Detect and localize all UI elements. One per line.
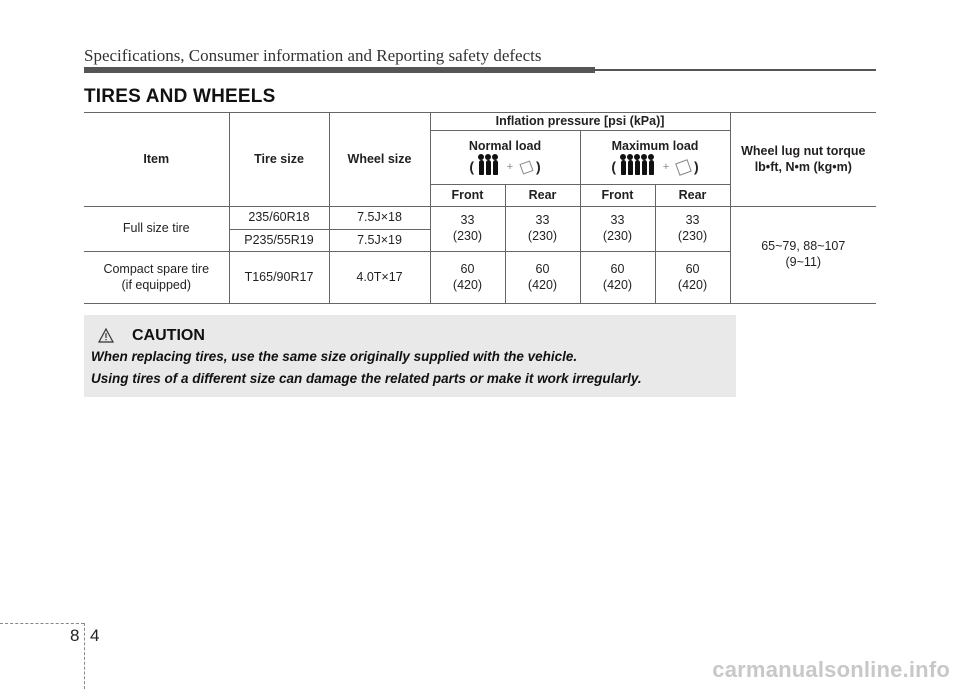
header-wheel-size: Wheel size [329,113,430,207]
normal-load-label: Normal load [468,138,542,153]
row-full-size-tire-a: 235/60R18 [229,207,329,230]
person-icon [621,160,626,175]
footer-rule-horizontal [0,623,84,624]
caution-line-1: When replacing tires, use the same size originally supplied with the vehicle. [91,349,578,364]
row-full-size-wheel-a: 7.5J×18 [329,207,430,230]
header-lug-torque-line1: Wheel lug nut torque [741,143,866,158]
header-max-front: Front [580,185,655,207]
header-tire-size: Tire size [229,113,329,207]
row-full-size-max-front: 33 (230) [580,207,655,252]
row-full-size-wheel-b: 7.5J×19 [329,230,430,252]
person-icon [642,160,647,175]
row-compact-wheel: 4.0T×17 [329,252,430,304]
luggage-icon [675,159,692,176]
footer-rule-vertical [84,623,85,689]
row-compact-normal-rear: 60 (420) [505,252,580,304]
caution-line-2: Using tires of a different size can damage the related parts or make it work irregularly. [91,371,642,386]
header-rule-thick [84,67,595,73]
tire-spec-table [84,112,876,304]
header-lug-torque [730,113,876,207]
caution-title: CAUTION [132,327,205,344]
lug-torque-value: 65~79, 88~107 (9~11) [730,207,876,304]
header-normal-rear: Rear [505,185,580,207]
row-full-size-normal-front: 33 (230) [430,207,505,252]
header-lug-torque-line2: lb•ft, N•m (kg•m) [754,159,852,174]
row-compact-max-front: 60 (420) [580,252,655,304]
maximum-load-label: Maximum load [611,138,699,153]
warning-triangle-icon [98,328,114,343]
header-item: Item [84,113,229,207]
section-title: TIRES AND WHEELS [84,86,276,107]
normal-load-icons: ( + ) [469,158,541,175]
person-icon [635,160,640,175]
row-compact-tire: T165/90R17 [229,252,329,304]
maximum-load-icons: ( + ) [611,158,699,175]
running-head-title: Specifications, Consumer information and Reporting safety defects [84,46,542,65]
person-icon [479,160,484,175]
header-max-rear: Rear [655,185,730,207]
header-inflation-pressure: Inflation pressure [psi (kPa)] [430,113,730,131]
chapter-number: 8 [70,626,80,645]
row-full-size-normal-rear: 33 (230) [505,207,580,252]
row-full-size-item: Full size tire [84,207,229,252]
caution-box [84,315,736,397]
row-full-size-max-rear: 33 (230) [655,207,730,252]
person-icon [649,160,654,175]
row-compact-item: Compact spare tire (if equipped) [84,252,229,304]
person-icon [486,160,491,175]
row-full-size-tire-b: P235/55R19 [229,230,329,252]
row-compact-max-rear: 60 (420) [655,252,730,304]
luggage-icon [520,161,534,175]
header-rule-thin [595,69,876,71]
row-compact-normal-front: 60 (420) [430,252,505,304]
header-normal-load [430,131,580,185]
page-number: 4 [90,626,100,645]
header-maximum-load [580,131,730,185]
watermark: carmanualsonline.info [712,657,950,682]
person-icon [493,160,498,175]
header-normal-front: Front [430,185,505,207]
person-icon [628,160,633,175]
